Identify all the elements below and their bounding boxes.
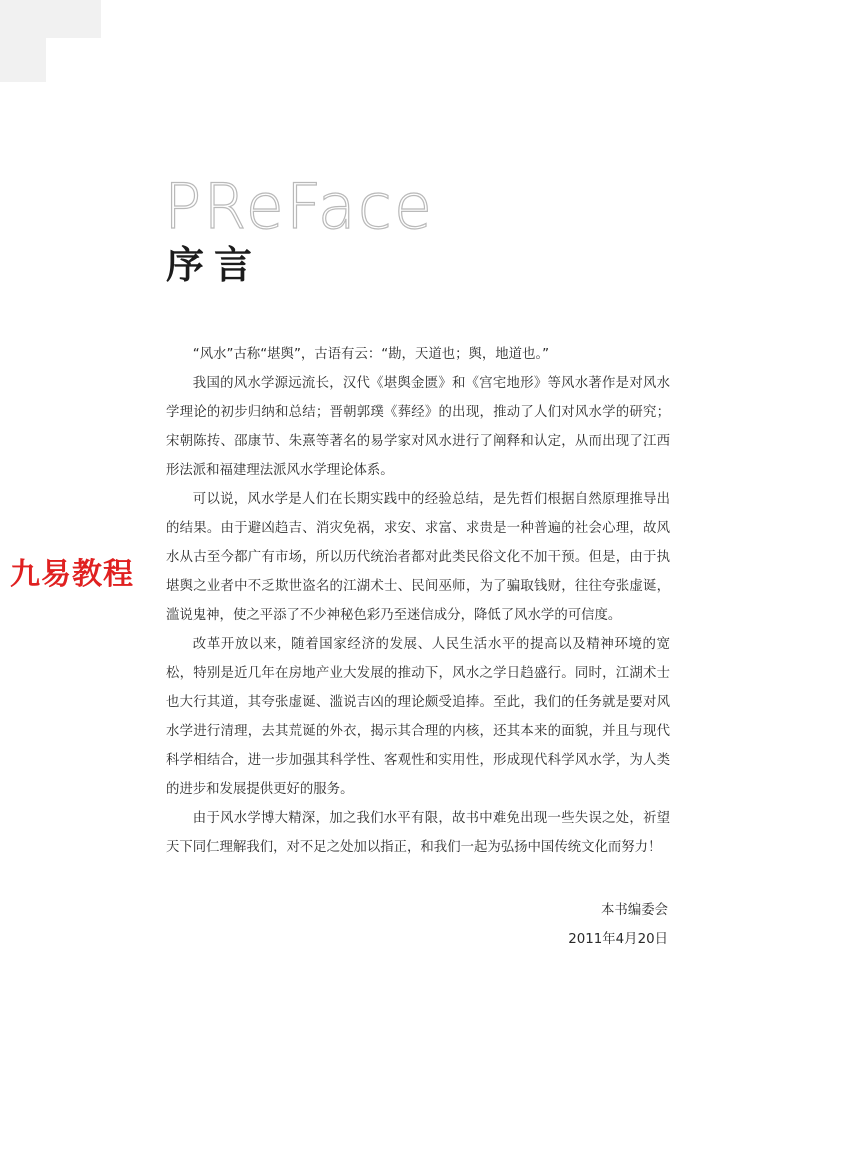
- signoff-author: 本书编委会: [601, 903, 668, 918]
- signoff-date: 2011年4月20日: [568, 932, 668, 947]
- corner-mark-vertical: [0, 0, 46, 82]
- paragraph-1: “风水”古称“堪舆”，古语有云：“勘，天道也；舆，地道也。”: [192, 347, 550, 362]
- paragraph-4: 改革开放以来，随着国家经济的发展、人民生活水平的提高以及精神环境的宽松，特别是近几年在房地产业大发展的推动下，风水之学日趋盛行。同时，江湖术士也大行其道，其夸张虚诞、滥说吉凶的理论颇受追捧。至此，我们的任务就是要对风水学进行清理，去其荒诞的外衣，揭示其合理的内核，还其本来的面貌，并且与现代科学相结合，进一步加强其科学性、客观性和实用性，形成现代科学风水学，为人类的进步和发展提供更好的服务。: [166, 637, 670, 797]
- watermark-text: 九易教程: [10, 557, 134, 592]
- paragraph-5: 由于风水学博大精深，加之我们水平有限，故书中难免出现一些失误之处，祈望天下同仁理解我们，对不足之处加以指正，和我们一起为弘扬中国传统文化而努力！: [166, 811, 670, 855]
- preface-body: [166, 340, 670, 862]
- page-title: 序言: [166, 243, 263, 287]
- paragraph-3: 可以说，风水学是人们在长期实践中的经验总结，是先哲们根据自然原理推导出的结果。由于避凶趋吉、消灾免祸，求安、求富、求贵是一种普遍的社会心理，故风水从古至今都广有市场，所以历代统治者都对此类民俗文化不加干预。但是，由于执堪舆之业者中不乏欺世盗名的江湖术士、民间巫师，为了骗取钱财，往往夸张虚诞，滥说鬼神，使之平添了不少神秘色彩乃至迷信成分，降低了风水学的可信度。: [166, 492, 670, 623]
- paragraph-2: 我国的风水学源远流长，汉代《堪舆金匮》和《宫宅地形》等风水著作是对风水学理论的初步归纳和总结；晋朝郭璞《葬经》的出现，推动了人们对风水学的研究；宋朝陈抟、邵康节、朱熹等著名的易学家对风水进行了阐释和认定，从而出现了江西形法派和福建理法派风水学理论体系。: [166, 376, 670, 478]
- preface-heading: PReFace: [164, 170, 435, 243]
- signoff: [568, 896, 668, 954]
